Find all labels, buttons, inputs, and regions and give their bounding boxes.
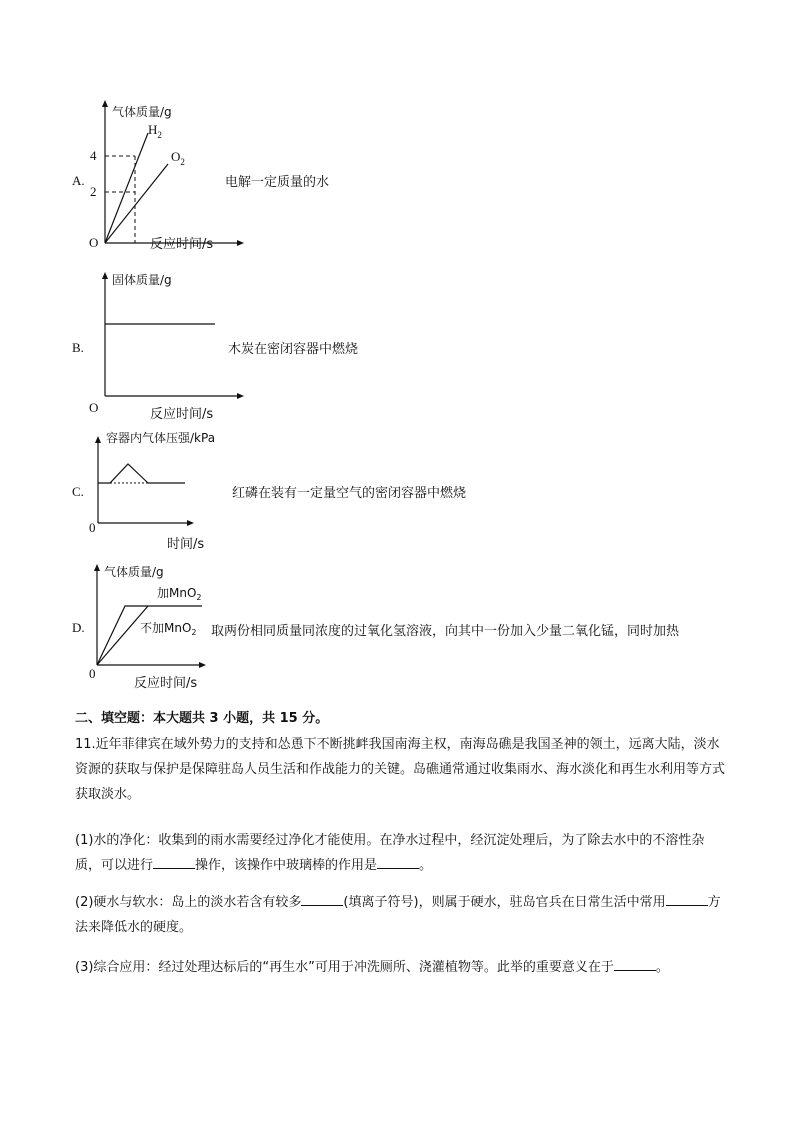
pressure-curve	[98, 464, 148, 483]
series-h2: $H_2$	[148, 122, 162, 140]
o2-line	[105, 164, 168, 243]
option-b-x-label: 反应时间/s	[150, 407, 214, 422]
y-axis-arrow	[102, 272, 108, 279]
question-part-2	[75, 890, 725, 940]
part1-text-b: 操作，该操作中玻璃棒的作用是	[195, 858, 378, 873]
option-d-x-label: 反应时间/s	[134, 676, 198, 691]
series-with-mno2: 加MnO$_2$	[157, 586, 202, 602]
question-part-3	[75, 955, 725, 980]
answer-blank-5[interactable]	[614, 956, 656, 971]
answer-blank-2[interactable]	[377, 854, 419, 869]
part2-text-b: (填离子符号)，则属于硬水，驻岛官兵在日常生活中常用	[343, 895, 666, 910]
option-d-label: D.	[72, 620, 85, 635]
option-a-label: A.	[72, 173, 85, 188]
answer-blank-3[interactable]	[301, 891, 343, 906]
option-c-origin: 0	[89, 520, 96, 535]
option-a-x-label: 反应时间/s	[150, 237, 214, 252]
section-heading: 二、填空题：本大题共 3 小题，共 15 分。	[75, 711, 329, 726]
y-axis-label: 气体质量/g	[104, 565, 164, 579]
y-tick-2: 2	[90, 184, 97, 199]
y-axis-arrow	[102, 100, 108, 107]
x-axis-arrow	[187, 520, 194, 526]
part1-text-a: (1)水的净化：收集到的雨水需要经过净化才能使用。在净水过程中，经沉淀处理后，为了除去水中的不溶性杂质，可以进行	[75, 833, 705, 873]
series-without-mno2: 不加MnO$_2$	[140, 621, 197, 637]
y-axis-label: 容器内气体压强/kPa	[106, 431, 216, 445]
option-d-graph	[80, 558, 290, 670]
option-d-description: 取两份相同质量同浓度的过氧化氢溶液，向其中一份加入少量二氧化锰，同时加热	[211, 624, 680, 639]
part2-text-a: (2)硬水与软水：岛上的淡水若含有较多	[75, 895, 302, 910]
option-b-description: 木炭在密闭容器中燃烧	[228, 342, 359, 357]
x-axis-arrow	[199, 662, 206, 668]
without-mno2-line	[97, 606, 148, 665]
y-axis-label: 气体质量/g	[112, 105, 172, 119]
h2-line	[105, 133, 148, 243]
answer-blank-4[interactable]	[666, 891, 708, 906]
question-part-1	[75, 828, 725, 878]
option-b-graph	[80, 270, 280, 400]
y-tick-4: 4	[90, 148, 97, 163]
y-axis-arrow	[95, 436, 101, 443]
option-a-origin: O	[89, 235, 99, 250]
option-c-graph	[80, 428, 280, 528]
x-axis-arrow	[237, 240, 244, 246]
option-d-origin: 0	[89, 666, 96, 681]
series-o2: $O_2$	[171, 149, 185, 167]
option-b-label: B.	[72, 340, 84, 355]
x-axis-arrow	[237, 393, 244, 399]
option-c-x-label: 时间/s	[167, 537, 205, 552]
option-c-label: C.	[72, 484, 84, 499]
option-b-origin: O	[89, 400, 99, 415]
question-intro: 11.近年菲律宾在域外势力的支持和怂恿下不断挑衅我国南海主权，南海岛礁是我国圣神的领土，远离大陆，淡水资源的获取与保护是保障驻岛人员生活和作战能力的关键。岛礁通常通过收集雨水、海水淡化和再生水利用等方式获取淡水。	[75, 737, 726, 802]
part3-text-a: (3)综合应用：经过处理达标后的“再生水”可用于冲洗厕所、浇灌植物等。此举的重要意义在于	[75, 960, 614, 975]
part3-text-b: 。	[655, 960, 669, 975]
y-axis-arrow	[94, 564, 100, 571]
part2-text-c: 方法来降低水的硬度。	[75, 895, 721, 935]
with-mno2-line	[97, 606, 202, 665]
y-axis-label: 固体质量/g	[112, 273, 172, 287]
part1-text-c: 。	[419, 858, 433, 873]
option-a-description: 电解一定质量的水	[225, 175, 330, 190]
option-c-description: 红磷在装有一定量空气的密闭容器中燃烧	[232, 486, 467, 501]
answer-blank-1[interactable]	[153, 854, 195, 869]
